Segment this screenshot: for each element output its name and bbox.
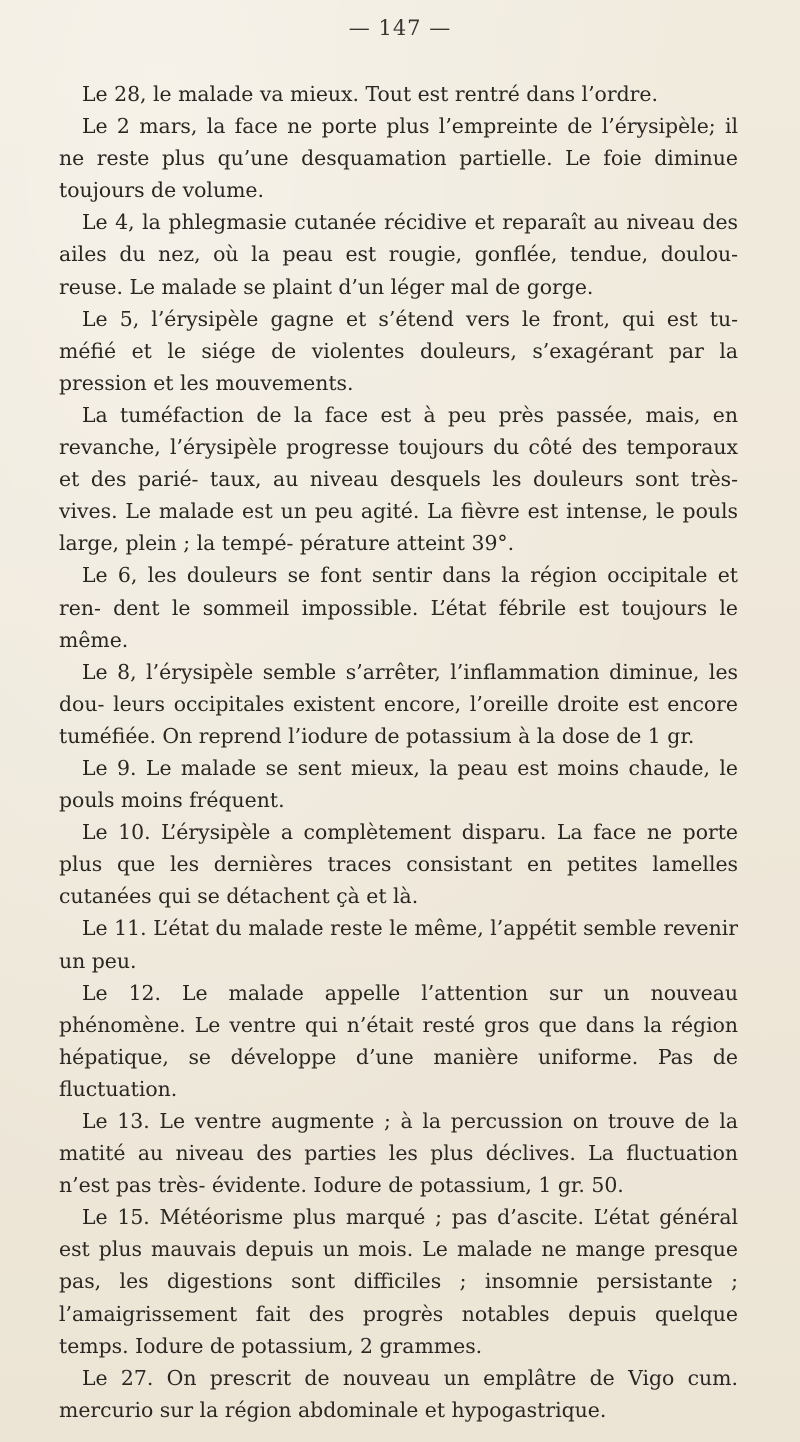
- paragraph: Le 2 mars, la face ne porte plus l’empreinte de l’érysipèle; il ne reste plus qu’une desquamation partielle. Le foie diminue toujours de volume.: [59, 114, 738, 203]
- paragraph: Le 12. Le malade appelle l’attention sur un nouveau phénomène. Le ventre qui n’était resté gros que dans la région hépatique, se développe d’une manière uniforme. Pas de fluctuation.: [59, 980, 738, 1101]
- page-body: [59, 78, 738, 1426]
- paragraph: Le 5, l’érysipèle gagne et s’étend vers le front, qui est tu- méfié et le siége de violentes douleurs, s’exagérant par la pression et les mouvements.: [59, 306, 738, 395]
- paragraph: Le 10. L’érysipèle a complètement disparu. La face ne porte plus que les dernières traces consistant en petites lamelles cutanées qui se détachent çà et là.: [59, 820, 738, 909]
- paragraph: Le 4, la phlegmasie cutanée récidive et reparaît au niveau des ailes du nez, où la peau est rougie, gonflée, tendue, doulou- reuse. Le malade se plaint d’un léger mal de gorge.: [59, 210, 738, 299]
- page-number: — 147 —: [348, 16, 452, 40]
- paragraph: La tuméfaction de la face est à peu près passée, mais, en revanche, l’érysipèle progresse toujours du côté des temporaux et des parié- taux, au niveau desquels les douleurs sont très-vives. Le malade est un peu agité. La fièvre est intense, le pouls large, plein ; la tempé- pérature atteint 39°.: [59, 402, 738, 556]
- paragraph: Le 28, le malade va mieux. Tout est rentré dans l’ordre.: [82, 82, 658, 106]
- paragraph: Le 27. On prescrit de nouveau un emplâtre de Vigo cum. mercurio sur la région abdominale et hypogastrique.: [59, 1365, 738, 1422]
- paragraph: Le 9. Le malade se sent mieux, la peau est moins chaude, le pouls moins fréquent.: [59, 755, 738, 813]
- paragraph: Le 15. Météorisme plus marqué ; pas d’ascite. L’état général est plus mauvais depuis un mois. Le malade ne mange presque pas, les digestions sont difficiles ; insomnie persistante ; l’amaigrissement fait des progrès notables depuis quelque temps. Iodure de potassium, 2 grammes.: [59, 1205, 738, 1358]
- paragraph: Le 11. L’état du malade reste le même, l’appétit semble revenir un peu.: [59, 916, 738, 973]
- paragraph: Le 6, les douleurs se font sentir dans la région occipitale et ren- dent le sommeil impossible. L’état fébrile est toujours le même.: [59, 563, 738, 652]
- paragraph: Le 8, l’érysipèle semble s’arrêter, l’inflammation diminue, les dou- leurs occipitales existent encore, l’oreille droite est encore tuméfiée. On reprend l’iodure de potassium à la dose de 1 gr.: [59, 659, 738, 748]
- paragraph: Le 13. Le ventre augmente ; à la percussion on trouve de la matité au niveau des parties les plus déclives. La fluctuation n’est pas très- évidente. Iodure de potassium, 1 gr. 50.: [59, 1109, 738, 1198]
